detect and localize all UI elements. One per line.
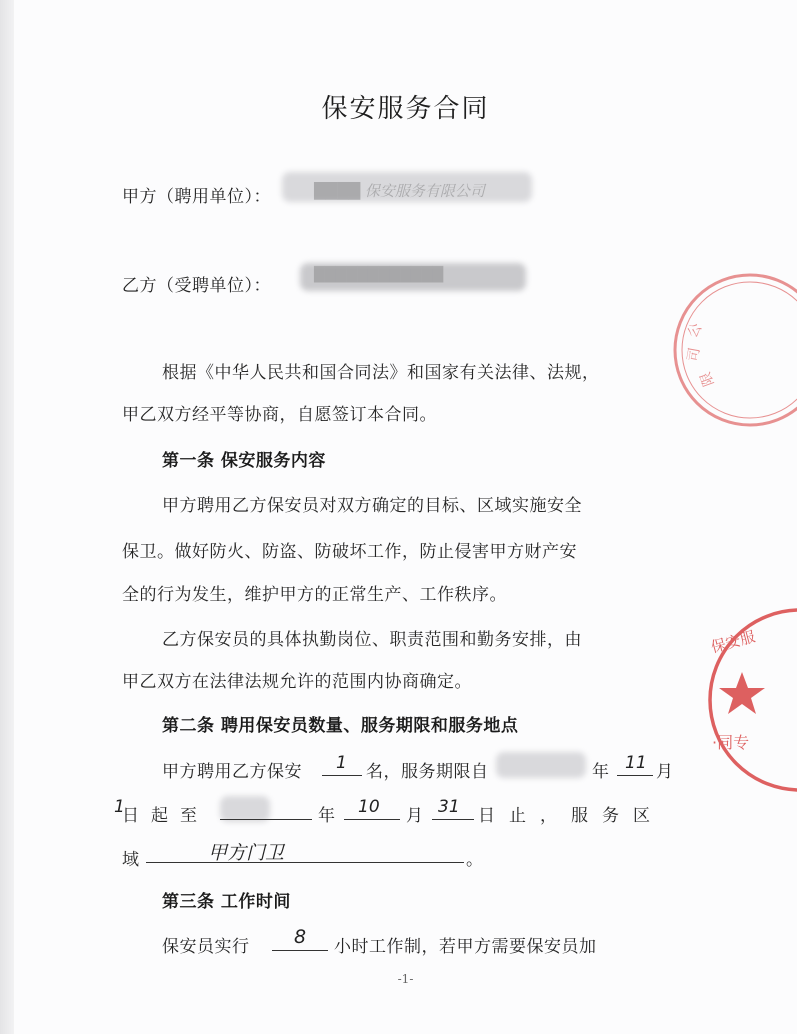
svg-text:保安服: 保安服 [708, 627, 758, 657]
svg-text:·同专: ·同专 [712, 733, 750, 752]
art2-line1-text-b: 名，服务期限自 [366, 762, 489, 782]
intro-line-1: 根据《中华人民共和国合同法》和国家有关法律、法规， [162, 363, 600, 383]
svg-text:公: 公 [684, 320, 706, 341]
guard-count: 1 [336, 753, 347, 773]
article-1-p2-line1: 乙方保安员的具体执勤岗位、职责范围和勤务安排，由 [162, 630, 582, 650]
page-edge-shadow [0, 0, 14, 1034]
start-month-underline [617, 775, 653, 776]
art2-line1-text-a: 甲方聘用乙方保安 [162, 762, 302, 782]
article-3-heading: 第三条 工作时间 [162, 892, 291, 912]
start-month: 11 [625, 753, 647, 773]
end-day: 31 [438, 797, 460, 817]
start-year-redacted [496, 752, 586, 778]
end-day-underline [432, 819, 474, 820]
hours-underline [272, 950, 328, 951]
contract-page [14, 0, 797, 1034]
party-b-label: 乙方（受聘单位）： [122, 276, 271, 296]
count-underline [322, 775, 362, 776]
art2-line2-text-a: 日起至 [122, 806, 209, 826]
place-underline [146, 862, 464, 863]
art2-line2-text-c: 月 [406, 806, 424, 826]
intro-line-2: 甲乙双方经平等协商，自愿签订本合同。 [122, 405, 437, 425]
work-hours: 8 [294, 926, 307, 948]
article-1-heading: 第一条 保安服务内容 [162, 451, 326, 471]
party-a-value: ████ 保安服务有限公司 [314, 182, 485, 200]
art2-line2-text-d: 日止，服务区 [478, 806, 664, 826]
party-a-label: 甲方（聘用单位）： [122, 187, 271, 207]
art2-line3-text-b: 。 [466, 850, 484, 870]
article-1-p1-line2: 保卫。做好防火、防盗、防破坏工作，防止侵害甲方财产安 [122, 542, 577, 562]
end-month-underline [344, 819, 400, 820]
art3-line1-text-b: 小时工作制，若甲方需要保安员加 [334, 937, 597, 957]
article-1-p1-line1: 甲方聘用乙方保安员对双方确定的目标、区域实施安全 [162, 496, 582, 516]
article-1-p1-line3: 全的行为发生，维护甲方的正常生产、工作秩序。 [122, 585, 507, 605]
svg-text:司: 司 [685, 346, 704, 363]
art2-line1-text-d: 月 [656, 762, 674, 782]
party-b-value: ████████████ [314, 267, 444, 283]
art2-line2-text-b: 年 [318, 806, 336, 826]
art2-line3-text-a: 域 [122, 850, 140, 870]
svg-text:限: 限 [697, 369, 718, 389]
document-title: 保安服务合同 [321, 94, 490, 124]
end-month: 10 [358, 797, 380, 817]
art2-line1-text-c: 年 [592, 762, 610, 782]
article-2-heading: 第二条 聘用保安员数量、服务期限和服务地点 [162, 716, 519, 736]
art3-line1-text-a: 保安员实行 [162, 937, 250, 957]
start-day: 1 [114, 797, 125, 817]
page-number: -1- [397, 972, 414, 986]
article-1-p2-line2: 甲乙双方在法律法规允许的范围内协商确定。 [122, 672, 472, 692]
service-place: 甲方门卫 [208, 842, 285, 864]
end-year-underline [220, 819, 312, 820]
